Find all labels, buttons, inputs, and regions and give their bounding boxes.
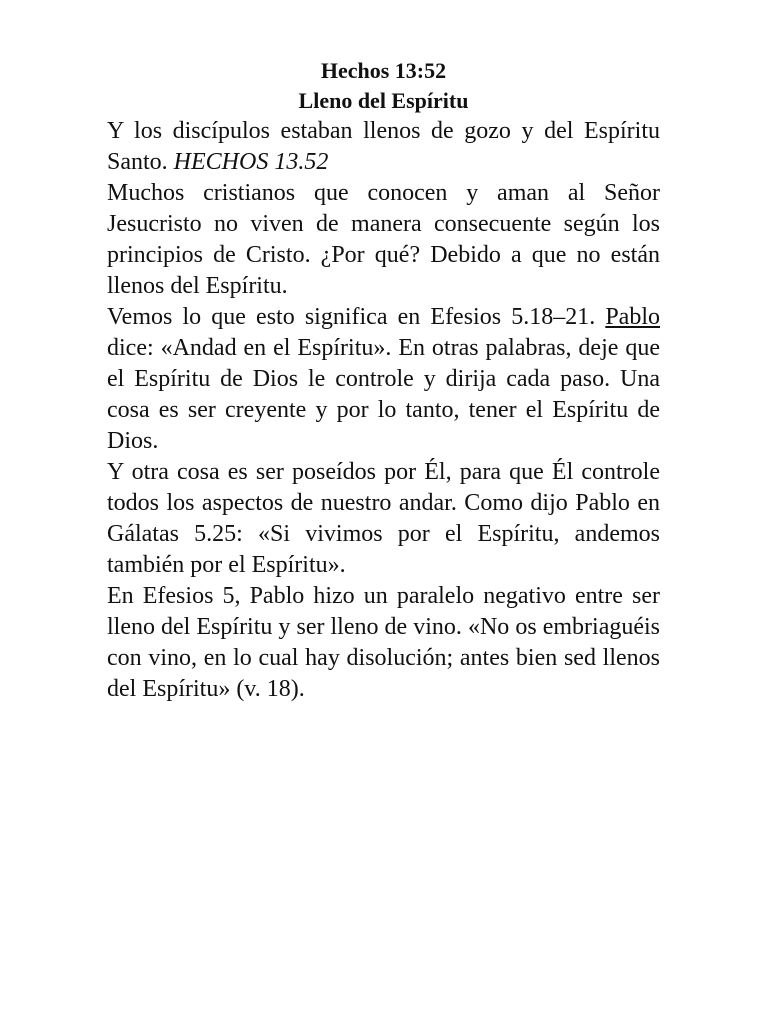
verse-reference: HECHOS 13.52 (173, 149, 329, 175)
pablo-link[interactable]: Pablo (605, 304, 660, 330)
paragraph-4: Y otra cosa es ser poseídos por Él, para que Él controle todos los aspectos de nuestro andar. Como dijo Pablo en Gálatas 5.25: «Si vivimos por el Espíritu, andemos también por el Espíritu». (107, 459, 660, 578)
title-subject: Lleno del Espíritu (298, 88, 469, 113)
paragraph-5: En Efesios 5, Pablo hizo un paralelo negativo entre ser lleno del Espíritu y ser lleno de vino. «No os embriaguéis con vino, en lo cual hay disolución; antes bien sed llenos del Espíritu» (v. 18). (107, 583, 660, 702)
verse-text: Y los discípulos estaban llenos de gozo y del Espíritu Santo. (107, 118, 660, 175)
document-title (107, 56, 660, 116)
title-reference: Hechos 13:52 (320, 58, 447, 83)
paragraph-3 (107, 302, 660, 457)
document-page (107, 56, 660, 705)
verse-paragraph (107, 116, 660, 178)
paragraph-3-end: dice: «Andad en el Espíritu». En otras palabras, deje que el Espíritu de Dios le controle y dirija cada paso. Una cosa es ser creyente y por lo tanto, tener el Espíritu de Dios. (107, 335, 660, 454)
paragraph-3-start: Vemos lo que esto significa en Efesios 5.18–21. (107, 304, 596, 330)
paragraph-2: Muchos cristianos que conocen y aman al Señor Jesucristo no viven de manera consecuente según los principios de Cristo. ¿Por qué? Debido a que no están llenos del Espíritu. (107, 180, 660, 299)
